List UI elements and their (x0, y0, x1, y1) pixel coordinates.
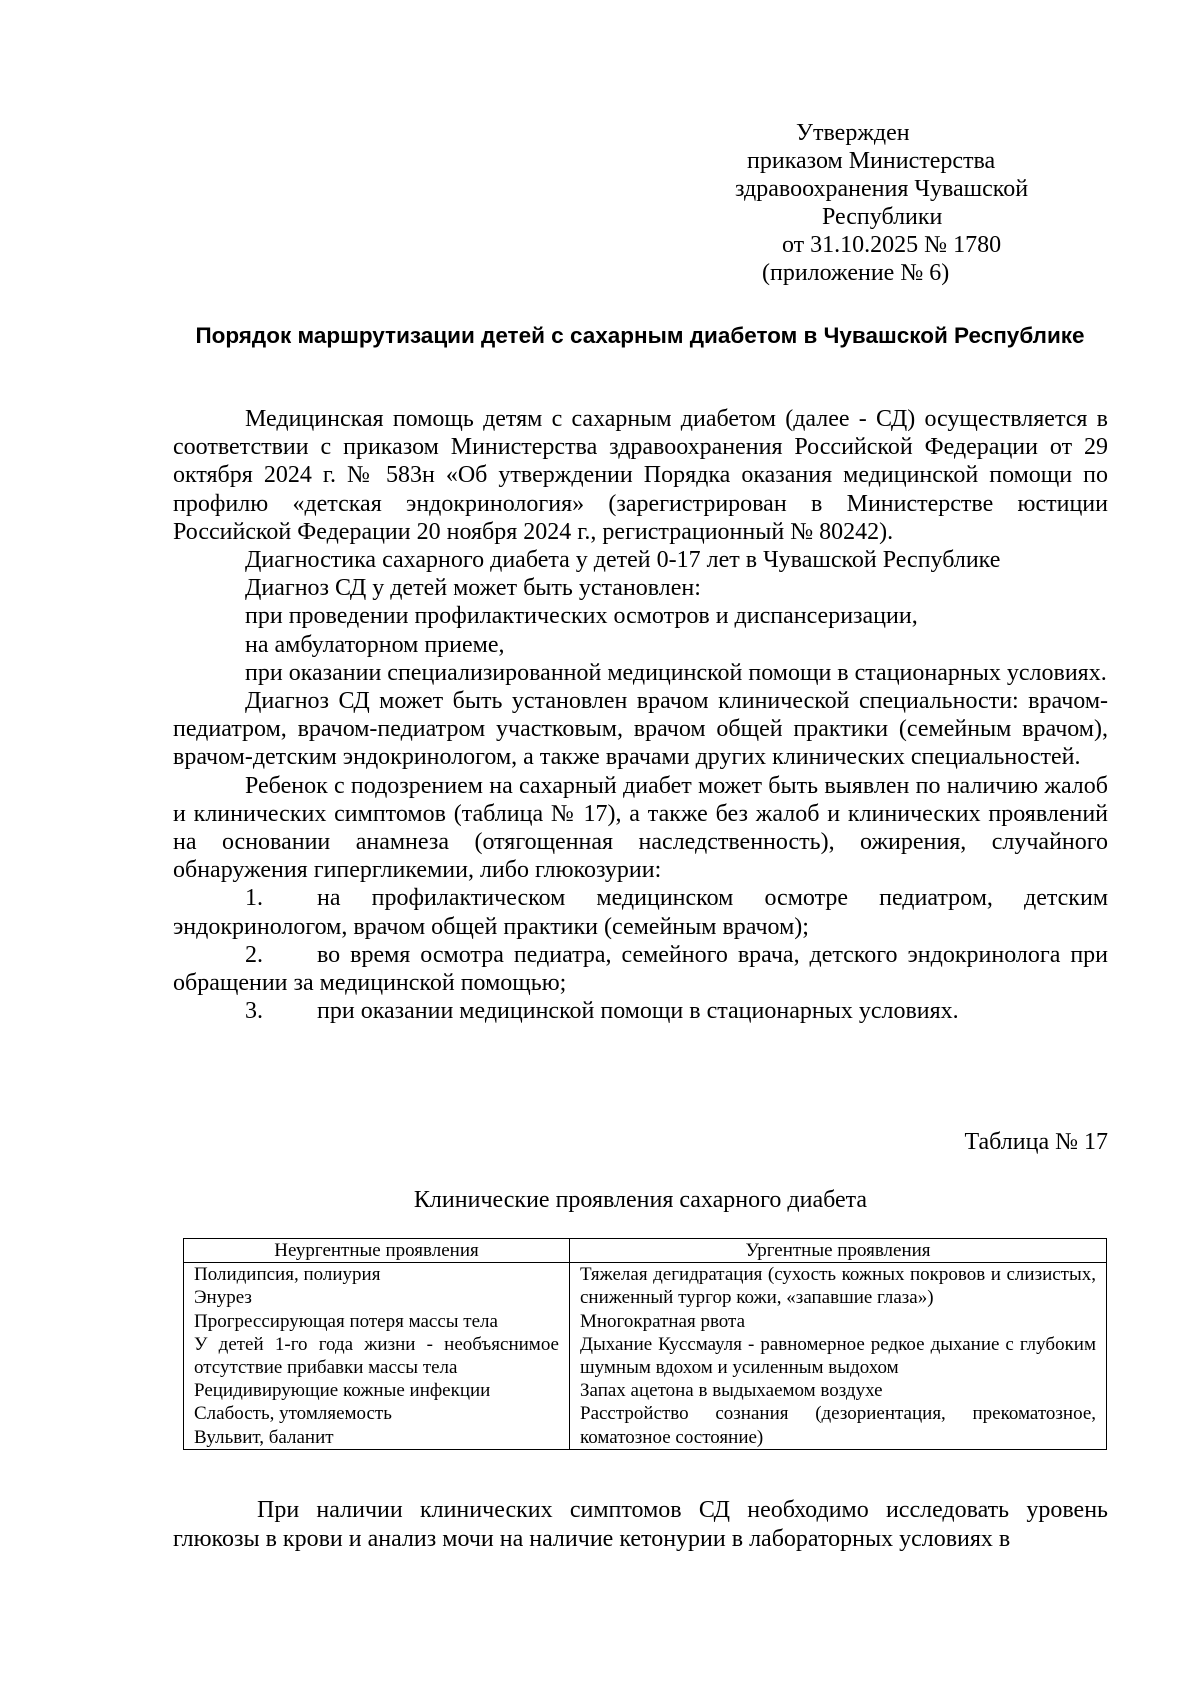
table-cell-line: Полидипсия, полиурия (194, 1264, 381, 1286)
approval-line: приказом Министерства (747, 148, 996, 174)
table-header-cell: Неургентные проявления (184, 1239, 570, 1263)
table-cell-line: Тяжелая дегидратация (сухость кожных покровов и слизистых, сниженный тургор кожи, «запавшие глаза») (580, 1264, 1096, 1309)
table-caption: Таблица № 17 (964, 1129, 1108, 1155)
paragraph: на амбулаторном приеме, (245, 631, 505, 658)
non-urgent-cell (184, 1263, 570, 1450)
table-cell-line: Прогрессирующая потеря массы тела (194, 1310, 498, 1332)
approval-stamp-block (735, 119, 1155, 287)
table-cell-line: У детей 1-го года жизни - необъяснимое отсутствие прибавки массы тела (194, 1333, 559, 1379)
table-cell-line: Энурез (194, 1287, 252, 1309)
approval-line: (приложение № 6) (762, 260, 950, 286)
list-number: 3. (245, 998, 263, 1025)
list-text: на профилактическом медицинском осмотре педиатром, детским эндокринологом, врачом общей практики (семейным врачом); (173, 885, 1108, 940)
list-item (173, 884, 1108, 940)
approval-line: от 31.10.2025 № 1780 (782, 232, 1002, 258)
document-body-continued (173, 1496, 1108, 1554)
table-cell-line: Рецидивирующие кожные инфекции (194, 1380, 491, 1402)
list-number: 2. (245, 941, 263, 968)
approval-line: Республики (822, 204, 943, 230)
list-item (173, 941, 1108, 997)
approval-line: здравоохранения Чувашской (735, 176, 1029, 202)
list-number: 1. (245, 885, 263, 912)
urgent-cell (570, 1263, 1107, 1450)
table-header-cell: Ургентные проявления (570, 1239, 1107, 1263)
table-cell-line: Расстройство сознания (дезориентация, прекоматозное, коматозное состояние) (580, 1403, 1096, 1448)
list-text: при оказании медицинской помощи в стационарных условиях. (317, 998, 959, 1025)
paragraph: При наличии клинических симптомов СД необходимо исследовать уровень глюкозы в крови и анализ мочи на наличие кетонурии в лабораторных условиях в (173, 1497, 1108, 1552)
symptoms-table (183, 1238, 1107, 1450)
paragraph: Диагноз СД может быть установлен врачом клинической специальности: врачом-педиатром, врачом-педиатром участковым, врачом общей практики (семейным врачом), врачом-детским эндокринологом, а также врачами других клинических специальностей. (173, 688, 1108, 771)
table-title: Клинические проявления сахарного диабета (413, 1187, 868, 1213)
paragraph: Диагностика сахарного диабета у детей 0-17 лет в Чувашской Республике (245, 547, 1001, 574)
list-item (173, 997, 1108, 1025)
table-cell-line: Многократная рвота (580, 1310, 746, 1332)
table-cell-line: Вульвит, баланит (194, 1426, 334, 1448)
paragraph: Медицинская помощь детям с сахарным диабетом (далее - СД) осуществляется в соответствии с приказом Министерства здравоохранения Российской Федерации от 29 октября 2024 г. № 583н «Об утверждении Порядка оказания медицинской помощи по профилю «детская эндокринология» (зарегистрирован в Министерстве юстиции Российской Федерации 20 ноября 2024 г., регистрационный № 80242). (173, 406, 1108, 545)
table-cell-line: Слабость, утомляемость (194, 1403, 392, 1425)
table-row (184, 1263, 1107, 1450)
list-text: во время осмотра педиатра, семейного врача, детского эндокринолога при обращении за медицинской помощью; (173, 941, 1108, 997)
table-cell-line: Запах ацетона в выдыхаемом воздухе (580, 1380, 883, 1402)
table-cell-line: Дыхание Куссмауля - равномерное редкое дыхание с глубоким шумным вдохом и усиленным выдохом (580, 1333, 1096, 1379)
paragraph: Ребенок с подозрением на сахарный диабет может быть выявлен по наличию жалоб и клинических симптомов (таблица № 17), а также без жалоб и клинических проявлений на основании анамнеза (отягощенная наследственность), ожирения, случайного обнаружения гипергликемии, либо глюкозурии: (173, 772, 1108, 884)
document-title: Порядок маршрутизации детей с сахарным диабетом в Чувашской Республике (195, 323, 1085, 348)
approval-line: Утвержден (796, 120, 910, 146)
table-header-row (184, 1239, 1107, 1263)
paragraph: Диагноз СД у детей может быть установлен: (245, 575, 701, 602)
document-body (173, 405, 1108, 1025)
paragraph: при оказании специализированной медицинской помощи в стационарных условиях. (245, 659, 1107, 686)
paragraph: при проведении профилактических осмотров и диспансеризации, (245, 603, 918, 630)
